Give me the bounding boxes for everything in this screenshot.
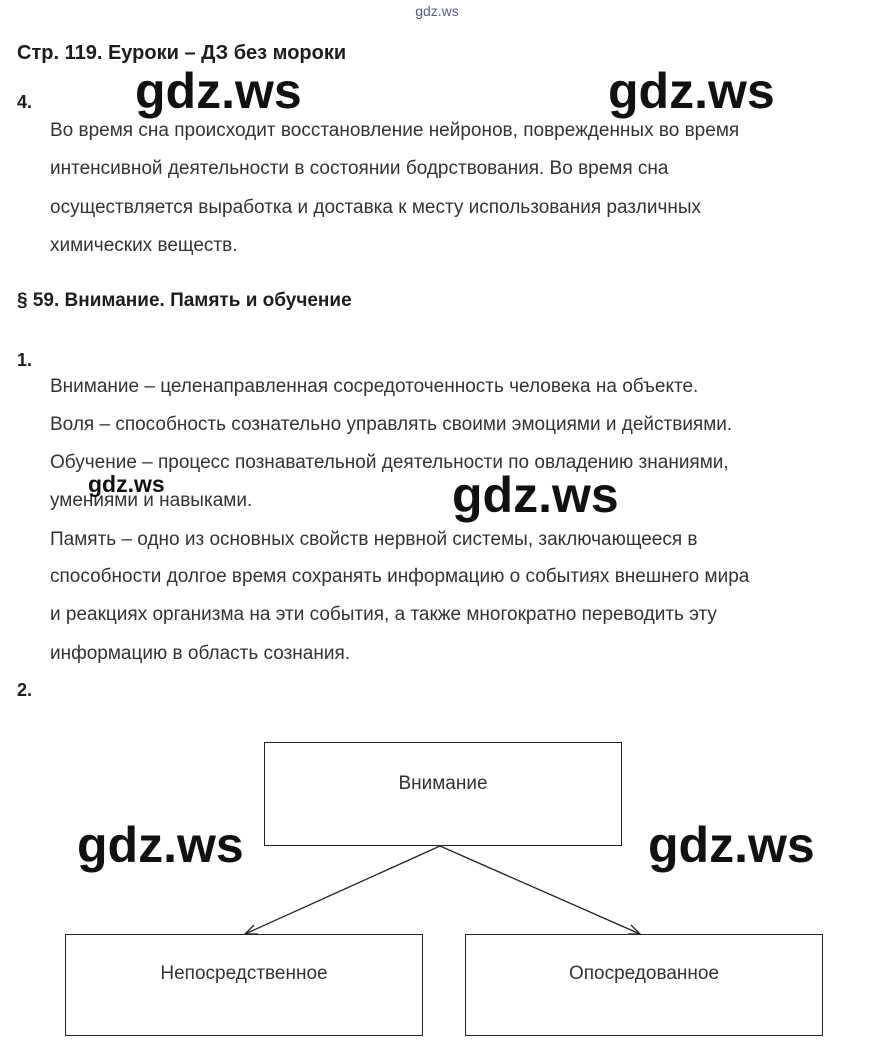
arrow-to-mediated bbox=[440, 846, 640, 934]
task-1-line: Внимание – целенаправленная сосредоточенность человека на объекте. bbox=[50, 376, 699, 397]
diagram-child-label: Непосредственное bbox=[160, 963, 328, 984]
arrow-to-immediate bbox=[245, 846, 440, 934]
diagram-root-label: Внимание bbox=[398, 773, 488, 794]
watermark: gdz.ws bbox=[135, 63, 302, 119]
page-header: Стр. 119. Еуроки – ДЗ без мороки bbox=[17, 42, 347, 64]
section-title: § 59. Внимание. Память и обучение bbox=[17, 290, 352, 311]
task-1-line: умениями и навыками. bbox=[50, 490, 253, 511]
watermark: gdz.ws bbox=[452, 467, 619, 523]
task-4-number: 4. bbox=[17, 92, 33, 112]
diagram-child-box-immediate bbox=[65, 934, 423, 1036]
task-4-line: химических веществ. bbox=[50, 235, 238, 256]
task-1-line: Воля – способность сознательно управлять своими эмоциями и действиями. bbox=[50, 414, 733, 435]
top-watermark: gdz.ws bbox=[415, 3, 459, 19]
task-1-line: Обучение – процесс познавательной деятельности по овладению знаниями, bbox=[50, 452, 729, 473]
watermark: gdz.ws bbox=[648, 817, 815, 873]
diagram-child-label: Опосредованное bbox=[568, 963, 720, 984]
task-2-number: 2. bbox=[17, 680, 33, 700]
task-1-line: Память – одно из основных свойств нервной системы, заключающееся в bbox=[50, 529, 698, 550]
task-1-line: и реакциях организма на эти события, а также многократно переводить эту bbox=[50, 604, 717, 625]
diagram-root-box bbox=[264, 742, 622, 846]
watermark: gdz.ws bbox=[88, 471, 165, 497]
task-1-line: информацию в область сознания. bbox=[50, 643, 351, 664]
diagram-child-box-mediated bbox=[465, 934, 823, 1036]
task-4-line: интенсивной деятельности в состоянии бодрствования. Во время сна bbox=[50, 158, 669, 179]
watermark: gdz.ws bbox=[77, 817, 244, 873]
watermark: gdz.ws bbox=[608, 63, 775, 119]
task-4-line: Во время сна происходит восстановление нейронов, поврежденных во время bbox=[50, 120, 740, 141]
task-1-number: 1. bbox=[17, 350, 33, 370]
task-1-line: способности долгое время сохранять информацию о событиях внешнего мира bbox=[50, 566, 750, 587]
task-4-line: осуществляется выработка и доставка к месту использования различных bbox=[50, 197, 702, 218]
